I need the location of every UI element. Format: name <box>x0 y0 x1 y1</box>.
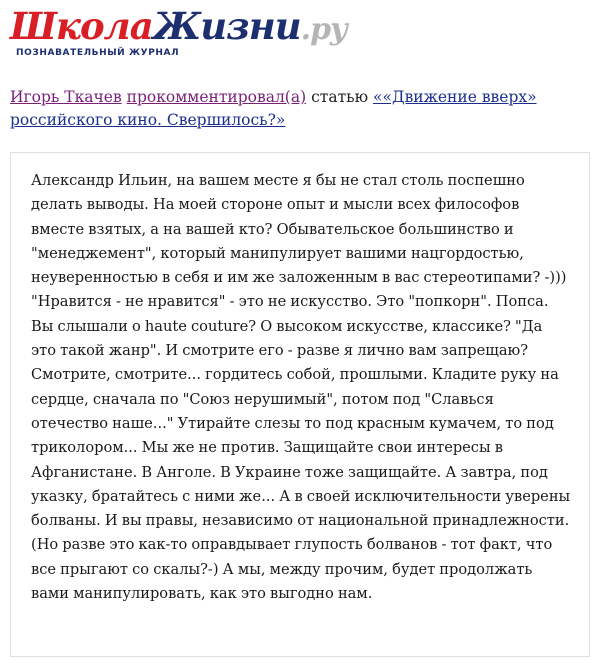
article-link[interactable]: ««Движение вверх» российского кино. Свершилось?» <box>10 88 537 129</box>
logo-part-domain: .ру <box>300 12 348 47</box>
site-logo[interactable] <box>10 4 348 74</box>
comment-intro <box>10 86 590 132</box>
author-link[interactable]: Игорь Ткачев <box>10 88 122 106</box>
comment-text: Александр Ильин, на вашем месте я бы не стал столь поспешно делать выводы. На моей стороне опыт и мысли всех философов вместе взятых, а на вашей кто? Обывательское большинство и "менеджемент", который манипулирует вашими нацгордостью, неуверенностью в себя и им же заложенным в вас стереотипами? -))) "Нравится - не нравится" - это не искусство. Это "попкорн". Попса. Вы слышали о haute couture? О высоком искусстве, классике? "Да это такой жанр". И смотрите его - разве я лично вам запрещаю? Смотрите, смотрите... гордитесь собой, прошлыми. Кладите руку на сердце, сначала по "Союз нерушимый", потом под "Славься отечество наше..." Утирайте слезы то под красным кумачем, то под триколором... Мы же не против. Защищайте свои интересы в Афганистане. В Анголе. В Украине тоже защищайте. А завтра, под указку, братайтесь с ними же... А в своей исключительности уверены болваны. И вы правы, независимо от национальной принадлежности. (Но разве это как-то оправдывает глупость болванов - тот факт, что все прыгают со скалы?-) А мы, между прочим, будет продолжать вами манипулировать, как это выгодно нам. <box>31 172 571 603</box>
logo-tagline: ПОЗНАВАТЕЛЬНЫЙ ЖУРНАЛ <box>16 48 180 58</box>
comment-box <box>10 152 590 657</box>
comment-action-link[interactable]: прокомментировал(а) <box>126 88 307 106</box>
intro-connector: статью <box>306 88 373 106</box>
logo-wordmark <box>10 4 347 52</box>
logo-part-shkola: Школа <box>10 4 153 48</box>
logo-part-zhizni: Жизни <box>152 4 301 48</box>
